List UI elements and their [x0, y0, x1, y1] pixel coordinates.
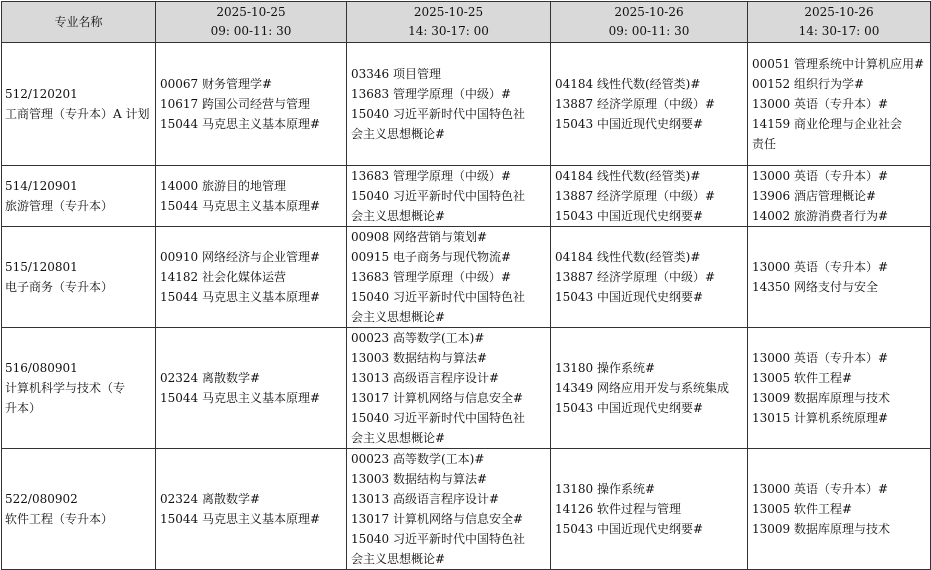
subject-line: 14350 网络支付与安全 [752, 280, 878, 294]
subjects-cell [551, 43, 748, 166]
subject-line: 13000 英语（专升本）# [752, 97, 889, 111]
subject-line: 15044 马克思主义基本原理# [160, 290, 321, 304]
subject-line: 15043 中国近现代史纲要# [555, 401, 704, 415]
subject-line: 13003 数据结构与算法# [351, 472, 488, 486]
subject-line: 会主义思想概论# [351, 310, 446, 324]
subject-line: 会主义思想概论# [351, 209, 446, 223]
header-time: 09: 00-11: 30 [210, 24, 292, 38]
subject-line: 15044 马克思主义基本原理# [160, 199, 321, 213]
major-cell [2, 43, 156, 166]
subject-line: 04184 线性代数(经管类)# [555, 250, 701, 264]
header-time: 14: 30-17: 00 [408, 24, 489, 38]
major-name-cont: 升本） [5, 401, 42, 415]
subject-line: 15040 习近平新时代中国特色社 [351, 532, 525, 546]
table-row [2, 227, 931, 328]
subject-line: 13180 操作系统# [555, 361, 656, 375]
subject-line: 13005 软件工程# [752, 371, 853, 385]
subject-line: 13887 经济学原理（中级）# [555, 189, 716, 203]
subject-line: 13683 管理学原理（中级）# [351, 270, 512, 284]
major-code: 514/120901 [5, 179, 78, 193]
header-time: 14: 30-17: 00 [798, 24, 880, 38]
subject-line: 会主义思想概论# [351, 431, 446, 445]
subjects-cell [748, 43, 931, 166]
subject-line: 00152 组织行为学# [752, 77, 865, 91]
subject-line: 15043 中国近现代史纲要# [555, 522, 704, 536]
subject-line: 15044 马克思主义基本原理# [160, 117, 321, 131]
subject-line: 04184 线性代数(经管类)# [555, 77, 701, 91]
subject-line: 责任 [752, 137, 777, 151]
subject-line: 15043 中国近现代史纲要# [555, 290, 704, 304]
major-code: 515/120801 [5, 260, 78, 274]
subject-line: 13906 酒店管理概论# [752, 189, 877, 203]
subjects-cell [748, 328, 931, 449]
subjects-cell [156, 449, 347, 570]
subject-line: 15040 习近平新时代中国特色社 [351, 189, 525, 203]
subject-line: 13015 计算机系统原理# [752, 411, 889, 425]
subject-line: 15044 马克思主义基本原理# [160, 512, 321, 526]
subject-line: 00023 高等数学(工本)# [351, 452, 485, 466]
major-name: 工商管理（专升本）A 计划 [5, 107, 150, 121]
subjects-cell [156, 227, 347, 328]
subject-line: 14000 旅游目的地管理 [160, 179, 286, 193]
major-name: 计算机科学与技术（专 [5, 381, 126, 395]
header-date: 2025-10-26 [804, 5, 874, 19]
subject-line: 15043 中国近现代史纲要# [555, 117, 704, 131]
major-code: 522/080902 [5, 492, 78, 506]
subject-line: 13000 英语（专升本）# [752, 482, 889, 496]
exam-schedule-table [1, 1, 931, 570]
subjects-cell [347, 227, 551, 328]
subject-line: 13005 软件工程# [752, 502, 853, 516]
subject-line: 00067 财务管理学# [160, 77, 273, 91]
subject-line: 13000 英语（专升本）# [752, 260, 889, 274]
major-cell [2, 449, 156, 570]
major-cell [2, 227, 156, 328]
subject-line: 会主义思想概论# [351, 552, 446, 566]
subject-line: 13887 经济学原理（中级）# [555, 97, 716, 111]
subjects-cell [156, 43, 347, 166]
subjects-cell [347, 166, 551, 227]
subject-line: 14182 社会化媒体运营 [160, 270, 286, 284]
subjects-cell [748, 166, 931, 227]
header-date: 2025-10-25 [413, 5, 484, 19]
major-name: 旅游管理（专升本） [5, 199, 114, 213]
subject-line: 00023 高等数学(工本)# [351, 331, 485, 345]
subjects-cell [347, 43, 551, 166]
subject-line: 13017 计算机网络与信息安全# [351, 512, 524, 526]
subject-line: 13003 数据结构与算法# [351, 351, 488, 365]
subjects-cell [347, 328, 551, 449]
subjects-cell [748, 449, 931, 570]
table-row [2, 328, 931, 449]
subjects-cell [551, 449, 748, 570]
subject-line: 14159 商业伦理与企业社会 [752, 117, 902, 131]
major-name: 软件工程（专升本） [5, 512, 114, 526]
subject-line: 02324 离散数学# [160, 371, 261, 385]
subject-line: 00051 管理系统中计算机应用# [752, 57, 925, 71]
subject-line: 15040 习近平新时代中国特色社 [351, 290, 525, 304]
subject-line: 10617 跨国公司经营与管理 [160, 97, 310, 111]
subject-line: 13887 经济学原理（中级）# [555, 270, 716, 284]
subject-line: 04184 线性代数(经管类)# [555, 169, 701, 183]
subject-line: 13013 高级语言程序设计# [351, 371, 500, 385]
subject-line: 00915 电子商务与现代物流# [351, 250, 512, 264]
subjects-cell [748, 227, 931, 328]
major-name: 电子商务（专升本） [5, 280, 114, 294]
table-row [2, 43, 931, 166]
table-row [2, 166, 931, 227]
major-code: 512/120201 [5, 87, 78, 101]
subject-line: 15043 中国近现代史纲要# [555, 209, 704, 223]
subject-line: 13017 计算机网络与信息安全# [351, 391, 524, 405]
subject-line: 会主义思想概论# [351, 127, 446, 141]
major-cell [2, 328, 156, 449]
header-slot-4 [748, 2, 931, 43]
subject-line: 13683 管理学原理（中级）# [351, 169, 512, 183]
subject-line: 13009 数据库原理与技术 [752, 391, 890, 405]
header-slot-3 [551, 2, 748, 43]
subject-line: 13013 高级语言程序设计# [351, 492, 500, 506]
subject-line: 14349 网络应用开发与系统集成 [555, 381, 729, 395]
header-slot-2 [347, 2, 551, 43]
subject-line: 13000 英语（专升本）# [752, 351, 889, 365]
subject-line: 14126 软件过程与管理 [555, 502, 681, 516]
subject-line: 13683 管理学原理（中级）# [351, 87, 512, 101]
subject-line: 15040 习近平新时代中国特色社 [351, 107, 525, 121]
subjects-cell [551, 227, 748, 328]
header-date: 2025-10-26 [614, 5, 684, 19]
header-slot-1 [156, 2, 347, 43]
subject-line: 13000 英语（专升本）# [752, 169, 889, 183]
subjects-cell [347, 449, 551, 570]
subject-line: 13180 操作系统# [555, 482, 656, 496]
header-row [2, 2, 931, 43]
subjects-cell [156, 166, 347, 227]
subjects-cell [551, 166, 748, 227]
subject-line: 02324 离散数学# [160, 492, 261, 506]
subjects-cell [551, 328, 748, 449]
subject-line: 03346 项目管理 [351, 67, 441, 81]
subject-line: 15044 马克思主义基本原理# [160, 391, 321, 405]
subjects-cell [156, 328, 347, 449]
subject-line: 00908 网络营销与策划# [351, 230, 488, 244]
header-date: 2025-10-25 [216, 5, 286, 19]
header-major: 专业名称 [2, 2, 156, 43]
subject-line: 13009 数据库原理与技术 [752, 522, 890, 536]
table-row [2, 449, 931, 570]
header-time: 09: 00-11: 30 [608, 24, 690, 38]
major-code: 516/080901 [5, 361, 78, 375]
subject-line: 15040 习近平新时代中国特色社 [351, 411, 525, 425]
subject-line: 00910 网络经济与企业管理# [160, 250, 321, 264]
subject-line: 14002 旅游消费者行为# [752, 209, 889, 223]
major-cell [2, 166, 156, 227]
